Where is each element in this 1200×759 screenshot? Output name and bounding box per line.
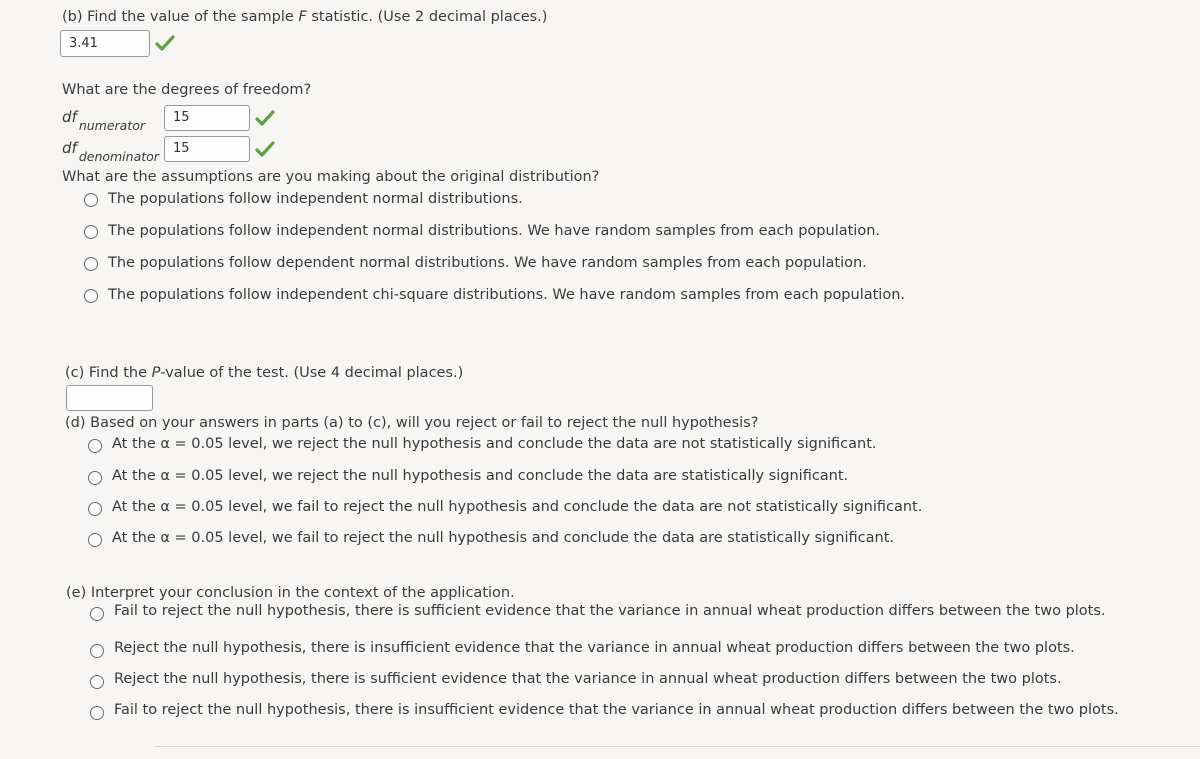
conclusion-option-1[interactable]: At the α = 0.05 level, we reject the null hypothesis and conclude the data are not statistically significant. — [112, 436, 877, 452]
conclusion-option-2[interactable]: At the α = 0.05 level, we reject the null hypothesis and conclude the data are statistically significant. — [112, 468, 849, 484]
radio-button[interactable] — [88, 471, 102, 485]
df-denominator-label — [62, 138, 159, 164]
part-b-label-prefix: (b) Find the value of the sample — [62, 9, 299, 25]
radio-button[interactable] — [84, 257, 98, 271]
assumptions-question: What are the assumptions are you making about the original distribution? — [62, 169, 600, 185]
df-denominator-input[interactable]: 15 — [164, 136, 250, 162]
interpretation-option-2[interactable]: Reject the null hypothesis, there is insufficient evidence that the variance in annual wheat production differs between the two plots. — [114, 640, 1075, 656]
part-c-label-var: P — [151, 365, 161, 381]
conclusion-option-4[interactable]: At the α = 0.05 level, we fail to reject the null hypothesis and conclude the data are statistically significant. — [112, 530, 894, 546]
checkmark-icon — [255, 110, 275, 126]
numerator-subscript: numerator — [78, 118, 146, 133]
assumption-option-2[interactable]: The populations follow independent normal distributions. We have random samples from each population. — [108, 223, 880, 239]
p-value-input[interactable] — [66, 385, 153, 411]
conclusion-option-3[interactable]: At the α = 0.05 level, we fail to reject the null hypothesis and conclude the data are not statistically significant. — [112, 499, 923, 515]
radio-button[interactable] — [90, 644, 104, 658]
df-symbol: df — [62, 139, 77, 157]
checkmark-icon — [155, 35, 175, 51]
df-symbol: df — [62, 108, 77, 126]
df-numerator-input[interactable]: 15 — [164, 105, 250, 131]
radio-button[interactable] — [90, 607, 104, 621]
radio-button[interactable] — [88, 502, 102, 516]
radio-button[interactable] — [90, 706, 104, 720]
part-c-label — [65, 365, 463, 381]
part-b-label-suffix: statistic. (Use 2 decimal places.) — [306, 9, 548, 25]
df-question: What are the degrees of freedom? — [62, 82, 312, 98]
interpretation-option-1[interactable]: Fail to reject the null hypothesis, there is sufficient evidence that the variance in annual wheat production differs between the two plots. — [114, 603, 1106, 619]
radio-button[interactable] — [88, 439, 102, 453]
radio-button[interactable] — [84, 289, 98, 303]
part-b-label — [62, 9, 547, 25]
checkmark-icon — [255, 141, 275, 157]
part-d-question: (d) Based on your answers in parts (a) to (c), will you reject or fail to reject the null hypothesis? — [65, 415, 759, 431]
part-e-question: (e) Interpret your conclusion in the context of the application. — [66, 585, 515, 601]
radio-button[interactable] — [90, 675, 104, 689]
part-c-label-prefix: (c) Find the — [65, 365, 152, 381]
assumption-option-3[interactable]: The populations follow dependent normal distributions. We have random samples from each population. — [108, 255, 867, 271]
assumption-option-1[interactable]: The populations follow independent normal distributions. — [108, 191, 523, 207]
f-statistic-input[interactable]: 3.41 — [60, 30, 150, 57]
part-b-label-var: F — [298, 9, 307, 25]
radio-button[interactable] — [88, 533, 102, 547]
interpretation-option-4[interactable]: Fail to reject the null hypothesis, there is insufficient evidence that the variance in annual wheat production differs between the two plots. — [114, 702, 1119, 718]
radio-button[interactable] — [84, 225, 98, 239]
assumption-option-4[interactable]: The populations follow independent chi-square distributions. We have random samples from each population. — [108, 287, 906, 303]
part-c-label-suffix: -value of the test. (Use 4 decimal places.) — [160, 365, 464, 381]
interpretation-option-3[interactable]: Reject the null hypothesis, there is sufficient evidence that the variance in annual wheat production differs between the two plots. — [114, 671, 1062, 687]
radio-button[interactable] — [84, 193, 98, 207]
df-numerator-label — [62, 107, 146, 133]
divider — [155, 746, 1200, 747]
denominator-subscript: denominator — [78, 149, 159, 164]
